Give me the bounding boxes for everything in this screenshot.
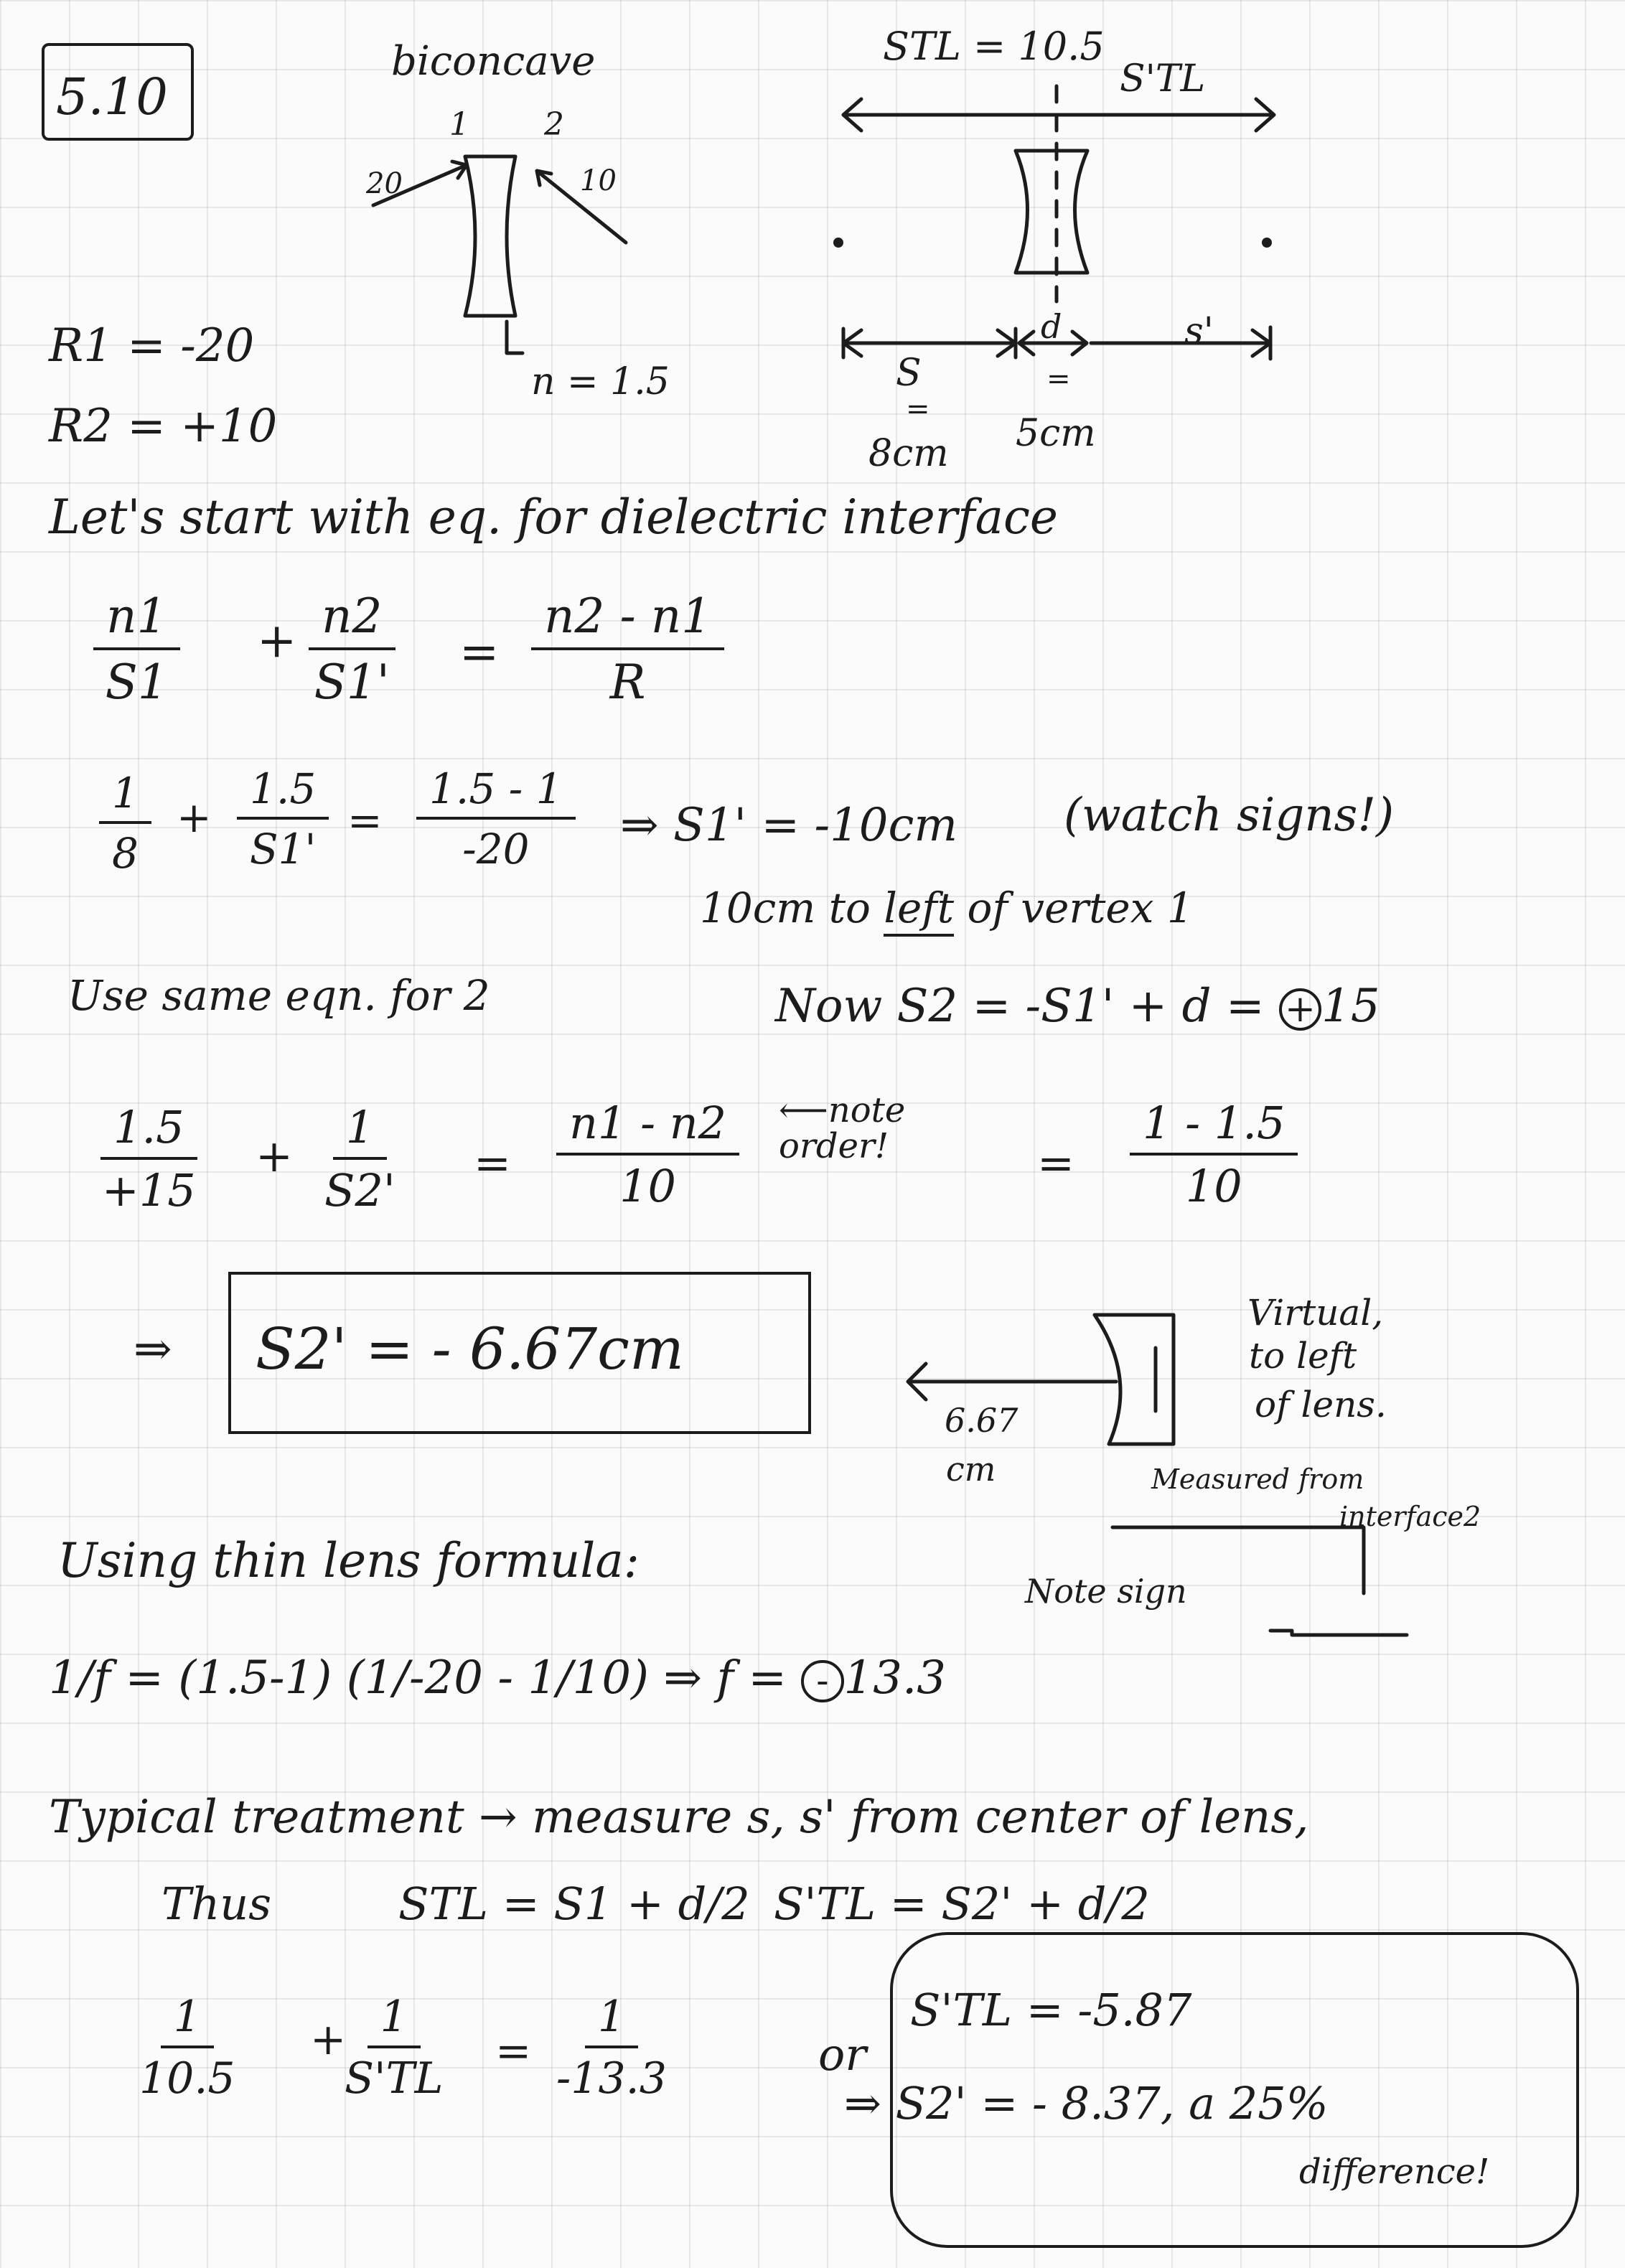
step1-equals: = bbox=[347, 796, 383, 845]
virtual-note-2: to left bbox=[1249, 1335, 1357, 1377]
surface-2-label: 2 bbox=[544, 106, 564, 143]
final-or: or bbox=[818, 2028, 866, 2081]
measured-note-2: interface2 bbox=[1339, 1501, 1481, 1532]
result1-unit: cm bbox=[946, 1450, 996, 1489]
stl-arrow bbox=[843, 99, 1274, 131]
final-term-1: $\frac{1}{10.5}$ bbox=[139, 1992, 235, 2104]
step3-rhs: $\frac{1 - 1.5}{10}$ bbox=[1130, 1101, 1298, 1209]
final-line-2: ⇒ S2' = - 8.37, a 25% bbox=[844, 2077, 1329, 2129]
typical-text: Typical treatment → measure s, s' from center of lens, bbox=[49, 1791, 1309, 1844]
intro-text: Let's start with eq. for dielectric interface bbox=[49, 489, 1058, 545]
final-equals: = bbox=[495, 2026, 532, 2076]
step2-s2: Now S2 = -S1' + d = + 15 bbox=[775, 980, 1380, 1033]
virtual-note-1: Virtual, bbox=[1247, 1292, 1384, 1334]
step1-term-1: $\frac{1}{8}$ bbox=[99, 772, 151, 874]
index-pointer bbox=[507, 322, 523, 353]
s-prime-arrow bbox=[1091, 327, 1270, 359]
left-dot bbox=[833, 238, 843, 248]
r1-value: R1 = -20 bbox=[49, 319, 255, 372]
step3-plus: + bbox=[256, 1130, 293, 1182]
distance-arrow bbox=[908, 1364, 1116, 1400]
radius-left-label: 20 bbox=[366, 167, 403, 200]
r2-value: R2 = +10 bbox=[49, 400, 278, 453]
s-prime-label: s' bbox=[1184, 310, 1214, 353]
step3-equals-2: = bbox=[1037, 1137, 1074, 1189]
stl-prime-label: S'TL bbox=[1120, 57, 1206, 100]
measured-note-1: Measured from bbox=[1151, 1463, 1364, 1495]
s-equals-mark: = bbox=[906, 393, 930, 426]
thin-lens-label: Using thin lens formula: bbox=[57, 1533, 640, 1588]
result-lens bbox=[1095, 1315, 1174, 1444]
interface-plus: + bbox=[257, 613, 297, 668]
interface-term-1: $\frac{n1}{S1}$ bbox=[93, 593, 180, 706]
result1-dist: 6.67 bbox=[945, 1401, 1018, 1440]
stl-prime-formula: S'TL = S2' + d/2 bbox=[774, 1878, 1150, 1930]
final-line-3: difference! bbox=[1299, 2152, 1490, 2192]
step3-mid: $\frac{n1 - n2}{10}$ bbox=[556, 1101, 739, 1209]
step3-term-2: $\frac{1}{S2'}$ bbox=[324, 1101, 395, 1217]
circled-minus-icon: - bbox=[801, 1660, 843, 1702]
interface-equals: = bbox=[459, 624, 500, 680]
geometry-lens bbox=[1016, 151, 1087, 273]
final-plus: + bbox=[310, 2015, 347, 2065]
final-rhs: $\frac{1}{-13.3}$ bbox=[556, 1992, 667, 2104]
lens-sketch bbox=[465, 156, 515, 316]
thin-lens-formula: 1/f = (1.5-1) (1/-20 - 1/10) ⇒ f = - 13.3 bbox=[49, 1651, 946, 1705]
step1-location: 10cm to left of vertex 1 bbox=[700, 887, 1194, 929]
interface-term-2: $\frac{n2}{S1'}$ bbox=[309, 593, 395, 706]
right-dot bbox=[1262, 238, 1272, 248]
s-value: 8cm bbox=[868, 432, 949, 475]
final-line-1: S'TL = -5.87 bbox=[910, 1984, 1192, 2036]
circled-plus-icon: + bbox=[1279, 988, 1321, 1031]
index-label: n = 1.5 bbox=[531, 360, 670, 403]
d-label: d bbox=[1041, 307, 1062, 346]
d-equals-mark: = bbox=[1046, 362, 1071, 395]
step1-term-2: $\frac{1.5}{S1'}$ bbox=[237, 768, 329, 870]
lens-title: biconcave bbox=[391, 38, 596, 85]
result1-arrow: ⇒ bbox=[134, 1323, 172, 1376]
s-arrow bbox=[843, 329, 1016, 357]
stl-label: STL = 10.5 bbox=[883, 24, 1105, 69]
final-term-2: $\frac{1}{S'TL}$ bbox=[345, 1992, 444, 2104]
thus-label: Thus bbox=[161, 1878, 272, 1930]
step1-plus: + bbox=[177, 793, 212, 842]
note-sign: Note sign bbox=[1025, 1572, 1187, 1611]
step3-term-1: $\frac{1.5}{+15}$ bbox=[101, 1101, 196, 1217]
step3-note: ⟵note order! bbox=[779, 1090, 906, 1167]
d-value: 5cm bbox=[1016, 412, 1096, 455]
virtual-note-3: of lens. bbox=[1255, 1384, 1387, 1425]
step2-label: Use same eqn. for 2 bbox=[67, 971, 490, 1020]
step1-rhs: $\frac{1.5 - 1}{-20}$ bbox=[416, 768, 576, 870]
result1-value: S2' = - 6.67cm bbox=[256, 1316, 684, 1382]
problem-number: 5.10 bbox=[56, 67, 168, 126]
interface-rhs: $\frac{n2 - n1}{R}$ bbox=[531, 593, 724, 706]
surface-1-label: 1 bbox=[449, 106, 469, 143]
radius-right-label: 10 bbox=[580, 164, 617, 197]
stl-formula: STL = S1 + d/2 bbox=[398, 1878, 750, 1930]
step1-result: ⇒ S1' = -10cm bbox=[620, 799, 958, 852]
step1-note: (watch signs!) bbox=[1064, 789, 1395, 842]
step3-equals: = bbox=[474, 1137, 511, 1189]
s-label: S bbox=[896, 352, 922, 395]
note-sign-line bbox=[1270, 1631, 1407, 1635]
